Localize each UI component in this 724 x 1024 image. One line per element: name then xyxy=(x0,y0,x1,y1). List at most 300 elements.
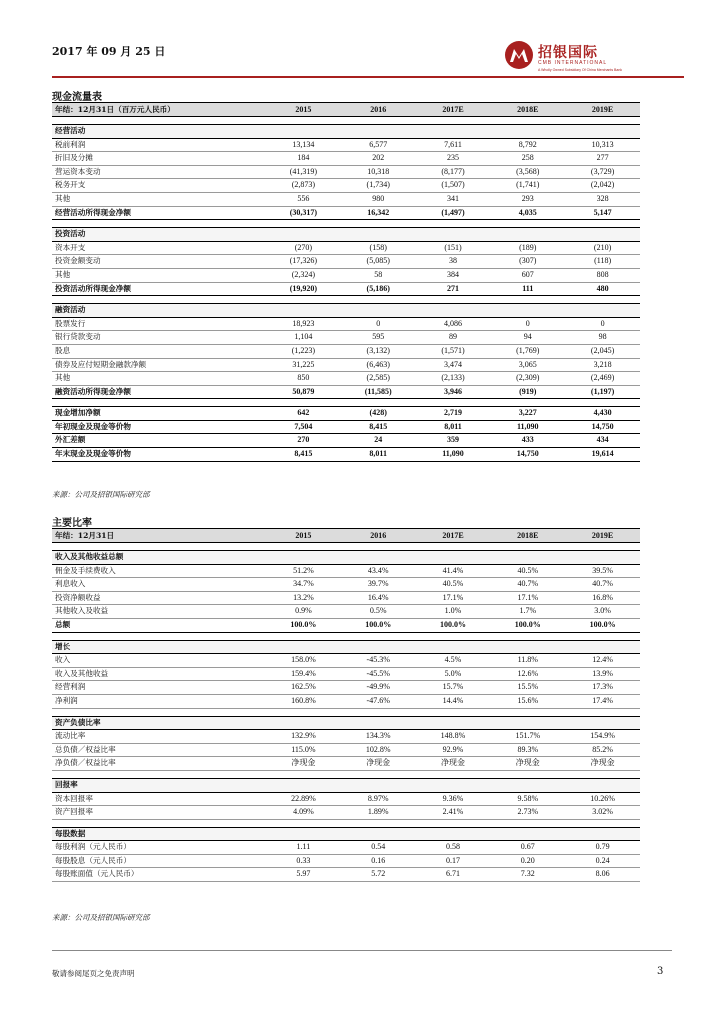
table-row xyxy=(52,241,640,255)
row-label: 年末现金及现金等价物 xyxy=(52,448,266,462)
row-label: 税务开支 xyxy=(52,179,266,193)
cell-value: 58 xyxy=(341,268,416,282)
table-row xyxy=(52,605,640,619)
cell-value: 7.32 xyxy=(490,868,565,882)
spacer-row xyxy=(52,296,640,304)
cell-value: 1.89% xyxy=(341,806,416,820)
cell-value: 4,086 xyxy=(416,317,491,331)
cell-value: 2018E xyxy=(490,103,565,117)
cell-value: 8,011 xyxy=(416,420,491,434)
cell-value: 16,342 xyxy=(341,206,416,220)
section-header-row xyxy=(52,827,640,841)
cell-value: 11,090 xyxy=(490,420,565,434)
cell-value: 3,218 xyxy=(565,358,640,372)
cell-value: 202 xyxy=(341,152,416,166)
section-header-row xyxy=(52,228,640,242)
cell-value: -47.6% xyxy=(341,694,416,708)
cell-value: (270) xyxy=(266,241,341,255)
column-header-row xyxy=(52,103,640,117)
cell-value: (307) xyxy=(490,255,565,269)
cell-value: (1,734) xyxy=(341,179,416,193)
row-label: 年结：12月31日 xyxy=(52,529,266,543)
cell-value: 0.17 xyxy=(416,854,491,868)
cell-value: 1,104 xyxy=(266,331,341,345)
cell-value: 9.36% xyxy=(416,792,491,806)
cell-value: (2,045) xyxy=(565,344,640,358)
cell-value: 8,011 xyxy=(341,448,416,462)
table-row xyxy=(52,331,640,345)
cell-value: 51.2% xyxy=(266,564,341,578)
cell-value: 1.7% xyxy=(490,605,565,619)
row-label: 收入及其他收益 xyxy=(52,667,266,681)
cell-value: 3,227 xyxy=(490,407,565,421)
cell-value: 433 xyxy=(490,434,565,448)
row-label: 税前利润 xyxy=(52,138,266,152)
row-label: 投资活动所得现金净额 xyxy=(52,282,266,296)
cell-value: 3,065 xyxy=(490,358,565,372)
row-label: 经营活动所得现金净额 xyxy=(52,206,266,220)
table-row xyxy=(52,667,640,681)
cell-value: 0 xyxy=(565,317,640,331)
cell-value: (2,469) xyxy=(565,372,640,386)
cell-value: 480 xyxy=(565,282,640,296)
cell-value: 9.58% xyxy=(490,792,565,806)
cell-value: 净现金 xyxy=(565,757,640,771)
cell-value: 17.1% xyxy=(416,591,491,605)
table-row xyxy=(52,268,640,282)
cell-value: 235 xyxy=(416,152,491,166)
table-row xyxy=(52,152,640,166)
row-label: 债券及应付短期金融款净额 xyxy=(52,358,266,372)
cell-value: (5,186) xyxy=(341,282,416,296)
cell-value: (189) xyxy=(490,241,565,255)
cell-value: 40.7% xyxy=(490,578,565,592)
cell-value: 4,035 xyxy=(490,206,565,220)
cell-value: 10.26% xyxy=(565,792,640,806)
cell-value: 100.0% xyxy=(490,618,565,632)
table-row xyxy=(52,344,640,358)
row-label: 利息收入 xyxy=(52,578,266,592)
cashflow-source: 来源：公司及招银国际研究部 xyxy=(52,490,150,499)
cell-value: 31,225 xyxy=(266,358,341,372)
cell-value: (3,568) xyxy=(490,165,565,179)
cell-value: 净现金 xyxy=(490,757,565,771)
cmbi-logo-icon xyxy=(504,40,534,70)
cell-value: (3,729) xyxy=(565,165,640,179)
cell-value: 2018E xyxy=(490,529,565,543)
cell-value: 8.97% xyxy=(341,792,416,806)
cell-value: (151) xyxy=(416,241,491,255)
cell-value: (2,042) xyxy=(565,179,640,193)
cell-value: 0.5% xyxy=(341,605,416,619)
table-row xyxy=(52,757,640,771)
row-label: 总额 xyxy=(52,618,266,632)
header-divider xyxy=(52,76,684,78)
table-row xyxy=(52,792,640,806)
row-label: 营运资本变动 xyxy=(52,165,266,179)
row-label: 收入 xyxy=(52,654,266,668)
cell-value: 2.41% xyxy=(416,806,491,820)
cell-value: 24 xyxy=(341,434,416,448)
cell-value: (11,585) xyxy=(341,385,416,399)
cell-value: 15.6% xyxy=(490,694,565,708)
cell-value: (2,309) xyxy=(490,372,565,386)
table-row xyxy=(52,806,640,820)
row-label: 年结：12月31日（百万元人民币） xyxy=(52,103,266,117)
section-label: 资产负债比率 xyxy=(52,716,640,730)
table-row xyxy=(52,192,640,206)
cell-value: 98 xyxy=(565,331,640,345)
cell-value: 40.7% xyxy=(565,578,640,592)
cell-value: 11,090 xyxy=(416,448,491,462)
cell-value: 净现金 xyxy=(416,757,491,771)
cell-value: 14.4% xyxy=(416,694,491,708)
section-header-row xyxy=(52,304,640,318)
cell-value: 92.9% xyxy=(416,743,491,757)
section-label: 每股数据 xyxy=(52,827,640,841)
section-label: 投资活动 xyxy=(52,228,640,242)
cell-value: 258 xyxy=(490,152,565,166)
cell-value: 0.16 xyxy=(341,854,416,868)
cell-value: 16.8% xyxy=(565,591,640,605)
cell-value: 111 xyxy=(490,282,565,296)
cell-value: 2.73% xyxy=(490,806,565,820)
cell-value: 3.02% xyxy=(565,806,640,820)
section-header-row xyxy=(52,551,640,565)
cell-value: 328 xyxy=(565,192,640,206)
cell-value: 8,792 xyxy=(490,138,565,152)
cell-value: 50,879 xyxy=(266,385,341,399)
table-row xyxy=(52,255,640,269)
cell-value: 7,504 xyxy=(266,420,341,434)
table-row xyxy=(52,591,640,605)
cell-value: 39.7% xyxy=(341,578,416,592)
cell-value: 6,577 xyxy=(341,138,416,152)
cell-value: 2017E xyxy=(416,103,491,117)
cell-value: 0.79 xyxy=(565,841,640,855)
cell-value: 净现金 xyxy=(341,757,416,771)
cell-value: (41,319) xyxy=(266,165,341,179)
cell-value: (210) xyxy=(565,241,640,255)
cell-value: 341 xyxy=(416,192,491,206)
cell-value: 607 xyxy=(490,268,565,282)
cell-value: 3.0% xyxy=(565,605,640,619)
cell-value: -45.3% xyxy=(341,654,416,668)
cell-value: 556 xyxy=(266,192,341,206)
row-label: 经营利润 xyxy=(52,681,266,695)
row-label: 资本开支 xyxy=(52,241,266,255)
cell-value: (118) xyxy=(565,255,640,269)
cell-value: 34.7% xyxy=(266,578,341,592)
cell-value: 154.9% xyxy=(565,730,640,744)
summary-row xyxy=(52,407,640,421)
cell-value: 1.0% xyxy=(416,605,491,619)
spacer-row xyxy=(52,708,640,716)
section-label: 融资活动 xyxy=(52,304,640,318)
cell-value: 293 xyxy=(490,192,565,206)
row-label: 股息 xyxy=(52,344,266,358)
cell-value: 2019E xyxy=(565,103,640,117)
row-label: 年初现金及现金等价物 xyxy=(52,420,266,434)
row-label: 每股利润（元人民币） xyxy=(52,841,266,855)
row-label: 净利润 xyxy=(52,694,266,708)
cell-value: 384 xyxy=(416,268,491,282)
cell-value: 102.8% xyxy=(341,743,416,757)
cell-value: (1,497) xyxy=(416,206,491,220)
table-row xyxy=(52,138,640,152)
section-label: 回报率 xyxy=(52,778,640,792)
cell-value: 13.2% xyxy=(266,591,341,605)
cell-value: 2016 xyxy=(341,103,416,117)
cell-value: 277 xyxy=(565,152,640,166)
cell-value: 11.8% xyxy=(490,654,565,668)
cell-value: 1.11 xyxy=(266,841,341,855)
cell-value: (1,223) xyxy=(266,344,341,358)
cell-value: 808 xyxy=(565,268,640,282)
cell-value: 22.89% xyxy=(266,792,341,806)
section-header-row xyxy=(52,716,640,730)
summary-row xyxy=(52,420,640,434)
spacer-row xyxy=(52,220,640,228)
row-label: 现金增加净额 xyxy=(52,407,266,421)
cell-value: (919) xyxy=(490,385,565,399)
cell-value: 2015 xyxy=(266,103,341,117)
cell-value: 15.5% xyxy=(490,681,565,695)
cell-value: (3,132) xyxy=(341,344,416,358)
cell-value: 2016 xyxy=(341,529,416,543)
row-label: 银行贷款变动 xyxy=(52,331,266,345)
cell-value: 2,719 xyxy=(416,407,491,421)
cell-value: 115.0% xyxy=(266,743,341,757)
cell-value: 38 xyxy=(416,255,491,269)
table-row xyxy=(52,358,640,372)
cell-value: 0.33 xyxy=(266,854,341,868)
table-row xyxy=(52,564,640,578)
row-label: 融资活动所得现金净额 xyxy=(52,385,266,399)
cell-value: (1,197) xyxy=(565,385,640,399)
cell-value: (5,085) xyxy=(341,255,416,269)
row-label: 每股账面值（元人民币） xyxy=(52,868,266,882)
table-row xyxy=(52,654,640,668)
cell-value: 0.67 xyxy=(490,841,565,855)
section-header-row xyxy=(52,640,640,654)
cell-value: 0.24 xyxy=(565,854,640,868)
spacer-row xyxy=(52,399,640,407)
cell-value: (19,920) xyxy=(266,282,341,296)
cell-value: 19,614 xyxy=(565,448,640,462)
cell-value: 40.5% xyxy=(416,578,491,592)
cell-value: (2,324) xyxy=(266,268,341,282)
cell-value: 162.5% xyxy=(266,681,341,695)
cell-value: (1,741) xyxy=(490,179,565,193)
cell-value: 13.9% xyxy=(565,667,640,681)
cell-value: 184 xyxy=(266,152,341,166)
section-header-row xyxy=(52,125,640,139)
cell-value: 14,750 xyxy=(490,448,565,462)
table-row xyxy=(52,317,640,331)
cell-value: -49.9% xyxy=(341,681,416,695)
cell-value: 850 xyxy=(266,372,341,386)
spacer-row xyxy=(52,632,640,640)
summary-row xyxy=(52,448,640,462)
cell-value: 89 xyxy=(416,331,491,345)
cell-value: (1,507) xyxy=(416,179,491,193)
cell-value: 10,318 xyxy=(341,165,416,179)
cell-value: 16.4% xyxy=(341,591,416,605)
cell-value: 17.4% xyxy=(565,694,640,708)
cell-value: 40.5% xyxy=(490,564,565,578)
row-label: 资产回报率 xyxy=(52,806,266,820)
cell-value: 100.0% xyxy=(565,618,640,632)
section-label: 经营活动 xyxy=(52,125,640,139)
cashflow-title: 现金流量表 xyxy=(52,92,102,103)
row-label: 佣金及手续费收入 xyxy=(52,564,266,578)
row-label: 净负债／权益比率 xyxy=(52,757,266,771)
cell-value: 5,147 xyxy=(565,206,640,220)
table-row xyxy=(52,372,640,386)
row-label: 每股股息（元人民币） xyxy=(52,854,266,868)
cell-value: 8.06 xyxy=(565,868,640,882)
table-row xyxy=(52,694,640,708)
cell-value: (2,133) xyxy=(416,372,491,386)
row-label: 外汇差额 xyxy=(52,434,266,448)
cell-value: 3,946 xyxy=(416,385,491,399)
row-label: 其他 xyxy=(52,192,266,206)
row-label: 流动比率 xyxy=(52,730,266,744)
cell-value: (428) xyxy=(341,407,416,421)
cell-value: 43.4% xyxy=(341,564,416,578)
cell-value: 6.71 xyxy=(416,868,491,882)
total-row xyxy=(52,282,640,296)
report-date: 2017 年 09 月 25 日 xyxy=(52,45,166,58)
table-row xyxy=(52,743,640,757)
row-label: 投资金额变动 xyxy=(52,255,266,269)
spacer-row xyxy=(52,117,640,125)
cell-value: 359 xyxy=(416,434,491,448)
ratios-table xyxy=(52,528,640,882)
cell-value: 12.4% xyxy=(565,654,640,668)
cell-value: 3,474 xyxy=(416,358,491,372)
table-row xyxy=(52,841,640,855)
table-row xyxy=(52,179,640,193)
cell-value: 18,923 xyxy=(266,317,341,331)
cell-value: 980 xyxy=(341,192,416,206)
logo-subtitle: A Wholly Owned Subsidiary Of China Merchants Bank xyxy=(538,68,623,72)
cell-value: 158.0% xyxy=(266,654,341,668)
table-row xyxy=(52,165,640,179)
cell-value: (17,326) xyxy=(266,255,341,269)
cell-value: 4.09% xyxy=(266,806,341,820)
cell-value: 净现金 xyxy=(266,757,341,771)
cell-value: 8,415 xyxy=(266,448,341,462)
total-row xyxy=(52,206,640,220)
cell-value: (2,873) xyxy=(266,179,341,193)
cell-value: 434 xyxy=(565,434,640,448)
cell-value: 0 xyxy=(490,317,565,331)
cell-value: (1,571) xyxy=(416,344,491,358)
logo-english-name: CMB INTERNATIONAL xyxy=(538,60,608,66)
cell-value: 12.6% xyxy=(490,667,565,681)
cell-value: 0.9% xyxy=(266,605,341,619)
cell-value: 134.3% xyxy=(341,730,416,744)
cmbi-logo xyxy=(504,40,684,80)
cell-value: 2019E xyxy=(565,529,640,543)
cell-value: 148.8% xyxy=(416,730,491,744)
total-row xyxy=(52,618,640,632)
cell-value: (2,585) xyxy=(341,372,416,386)
page-number: 3 xyxy=(657,966,664,977)
cell-value: 8,415 xyxy=(341,420,416,434)
cell-value: 14,750 xyxy=(565,420,640,434)
cell-value: 270 xyxy=(266,434,341,448)
cell-value: (6,463) xyxy=(341,358,416,372)
section-label: 收入及其他收益总额 xyxy=(52,551,640,565)
cell-value: 100.0% xyxy=(341,618,416,632)
cell-value: 85.2% xyxy=(565,743,640,757)
cell-value: 100.0% xyxy=(416,618,491,632)
cell-value: 4.5% xyxy=(416,654,491,668)
disclaimer-note: 敬请参阅尾页之免责声明 xyxy=(52,969,135,978)
cell-value: 2015 xyxy=(266,529,341,543)
cell-value: 94 xyxy=(490,331,565,345)
cell-value: 100.0% xyxy=(266,618,341,632)
row-label: 资本回报率 xyxy=(52,792,266,806)
spacer-row xyxy=(52,819,640,827)
table-row xyxy=(52,730,640,744)
row-label: 投资净额收益 xyxy=(52,591,266,605)
spacer-row xyxy=(52,770,640,778)
cell-value: 0.54 xyxy=(341,841,416,855)
cell-value: 595 xyxy=(341,331,416,345)
cell-value: (30,317) xyxy=(266,206,341,220)
total-row xyxy=(52,385,640,399)
table-row xyxy=(52,681,640,695)
section-header-row xyxy=(52,778,640,792)
cell-value: 159.4% xyxy=(266,667,341,681)
row-label: 折旧及分摊 xyxy=(52,152,266,166)
row-label: 其他收入及收益 xyxy=(52,605,266,619)
cell-value: 39.5% xyxy=(565,564,640,578)
section-label: 增长 xyxy=(52,640,640,654)
cell-value: 151.7% xyxy=(490,730,565,744)
cell-value: 160.8% xyxy=(266,694,341,708)
row-label: 总负债／权益比率 xyxy=(52,743,266,757)
spacer-row xyxy=(52,543,640,551)
cell-value: 15.7% xyxy=(416,681,491,695)
row-label: 其他 xyxy=(52,268,266,282)
table-row xyxy=(52,868,640,882)
summary-row xyxy=(52,434,640,448)
row-label: 其他 xyxy=(52,372,266,386)
cell-value: 17.3% xyxy=(565,681,640,695)
cell-value: 4,430 xyxy=(565,407,640,421)
cell-value: (8,177) xyxy=(416,165,491,179)
footer-divider xyxy=(52,950,672,951)
cell-value: 0.58 xyxy=(416,841,491,855)
cell-value: 41.4% xyxy=(416,564,491,578)
cell-value: 5.72 xyxy=(341,868,416,882)
logo-chinese-name: 招银国际 xyxy=(538,45,598,61)
cell-value: 10,313 xyxy=(565,138,640,152)
cell-value: 89.3% xyxy=(490,743,565,757)
cell-value: 7,611 xyxy=(416,138,491,152)
ratios-source: 来源：公司及招银国际研究部 xyxy=(52,913,150,922)
cell-value: -45.5% xyxy=(341,667,416,681)
table-row xyxy=(52,854,640,868)
cell-value: 642 xyxy=(266,407,341,421)
cell-value: 5.0% xyxy=(416,667,491,681)
cell-value: 0 xyxy=(341,317,416,331)
